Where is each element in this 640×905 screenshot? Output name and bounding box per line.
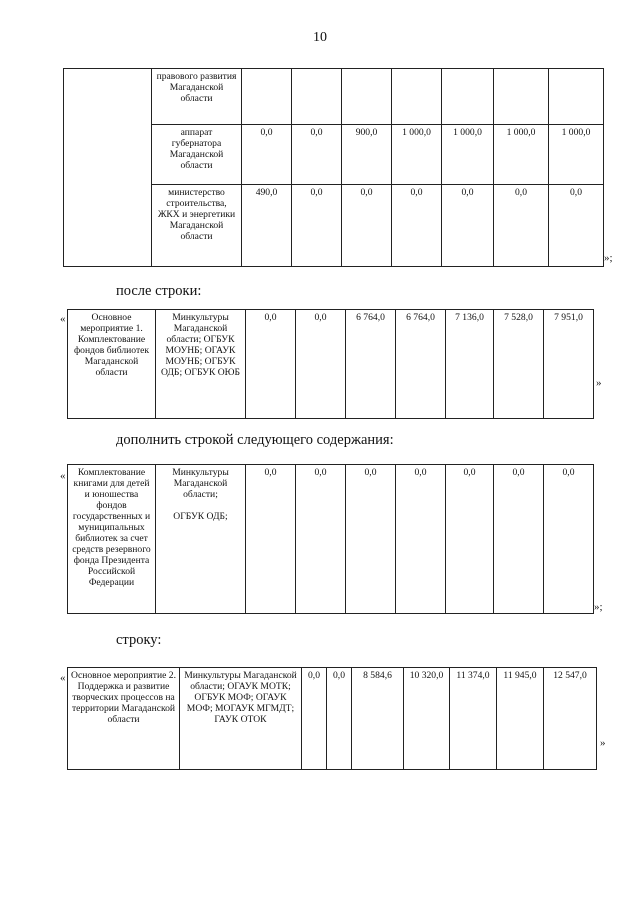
- closing-quote: »: [600, 737, 606, 749]
- value-cell: 0,0: [549, 185, 604, 267]
- value-cell: 900,0: [342, 125, 392, 185]
- table-row: [68, 668, 597, 770]
- opening-quote: «: [60, 470, 66, 482]
- table-row: [68, 310, 594, 419]
- executor-cell: министерство строительства, ЖКХ и энергетики Магаданской области: [152, 185, 242, 267]
- value-cell: 8 584,6: [352, 668, 404, 770]
- opening-quote: «: [60, 313, 66, 325]
- value-cell: 0,0: [442, 185, 494, 267]
- table-row-replace: [67, 667, 597, 770]
- value-cell: 0,0: [396, 465, 446, 614]
- activity-name-cell: Основное мероприятие 1. Комплектование фондов библиотек Магаданской области: [68, 310, 156, 419]
- value-cell: 0,0: [494, 465, 544, 614]
- value-cell: 0,0: [292, 185, 342, 267]
- closing-quote: »: [596, 377, 602, 389]
- value-cell: 0,0: [392, 185, 442, 267]
- value-cell: 0,0: [242, 125, 292, 185]
- value-cell: 6 764,0: [346, 310, 396, 419]
- activity-name-cell: Основное мероприятие 2. Поддержка и развитие творческих процессов на территории Магаданской области: [68, 668, 180, 770]
- value-cell: 0,0: [296, 310, 346, 419]
- value-cell: 0,0: [292, 125, 342, 185]
- value-cell: 7 528,0: [494, 310, 544, 419]
- value-cell: 11 374,0: [450, 668, 497, 770]
- activity-name-cell: Комплектование книгами для детей и юношества фондов государственных и муниципальных библиотек за счет средств резервного фонда Президента Российской Федерации: [68, 465, 156, 614]
- executor-cell: правового развития Магаданской области: [152, 69, 242, 125]
- value-cell: 0,0: [302, 668, 327, 770]
- instruction-after-row: после строки:: [116, 283, 202, 299]
- value-cell: 1 000,0: [549, 125, 604, 185]
- closing-quote: »;: [594, 601, 603, 613]
- executor-line: Минкультуры Магаданской области;: [172, 467, 229, 500]
- value-cell: 0,0: [346, 465, 396, 614]
- value-cell: 0,0: [327, 668, 352, 770]
- value-cell: 7 136,0: [446, 310, 494, 419]
- value-cell: 1 000,0: [392, 125, 442, 185]
- empty-name-cell: [64, 69, 152, 267]
- executor-cell: Минкультуры Магаданской области; ОГБУК МОУНБ; ОГАУК МОУНБ; ОГБУК ОДБ; ОГБУК ОЮБ: [156, 310, 246, 419]
- executor-cell: Минкультуры Магаданской области; ОГАУК МОТК; ОГБУК МОФ; ОГАУК МОФ; МОГАУК МГМДТ; ГАУК ОТОК: [180, 668, 302, 770]
- value-cell: 0,0: [342, 185, 392, 267]
- value-cell: [392, 69, 442, 125]
- value-cell: [442, 69, 494, 125]
- value-cell: 0,0: [246, 465, 296, 614]
- executor-cell: аппарат губернатора Магаданской области: [152, 125, 242, 185]
- value-cell: 12 547,0: [544, 668, 597, 770]
- value-cell: [242, 69, 292, 125]
- value-cell: [549, 69, 604, 125]
- executor-line: ОГБУК ОДБ;: [173, 511, 228, 522]
- table-after-row: [67, 309, 594, 419]
- value-cell: 0,0: [494, 185, 549, 267]
- page-number: 10: [313, 30, 327, 45]
- value-cell: [494, 69, 549, 125]
- instruction-row: строку:: [116, 632, 162, 648]
- value-cell: 7 951,0: [544, 310, 594, 419]
- table-row: [64, 69, 604, 125]
- executor-cell: [156, 465, 246, 614]
- value-cell: 0,0: [296, 465, 346, 614]
- value-cell: 0,0: [544, 465, 594, 614]
- table-row: [68, 465, 594, 614]
- value-cell: 1 000,0: [442, 125, 494, 185]
- value-cell: [342, 69, 392, 125]
- value-cell: 490,0: [242, 185, 292, 267]
- value-cell: 6 764,0: [396, 310, 446, 419]
- value-cell: [292, 69, 342, 125]
- value-cell: 10 320,0: [404, 668, 450, 770]
- opening-quote: «: [60, 672, 66, 684]
- table-new-row: [67, 464, 594, 614]
- value-cell: 11 945,0: [497, 668, 544, 770]
- closing-quote: »;: [604, 252, 613, 264]
- value-cell: 1 000,0: [494, 125, 549, 185]
- instruction-add-row: дополнить строкой следующего содержания:: [116, 432, 394, 448]
- value-cell: 0,0: [246, 310, 296, 419]
- value-cell: 0,0: [446, 465, 494, 614]
- table-continuation: [63, 68, 604, 267]
